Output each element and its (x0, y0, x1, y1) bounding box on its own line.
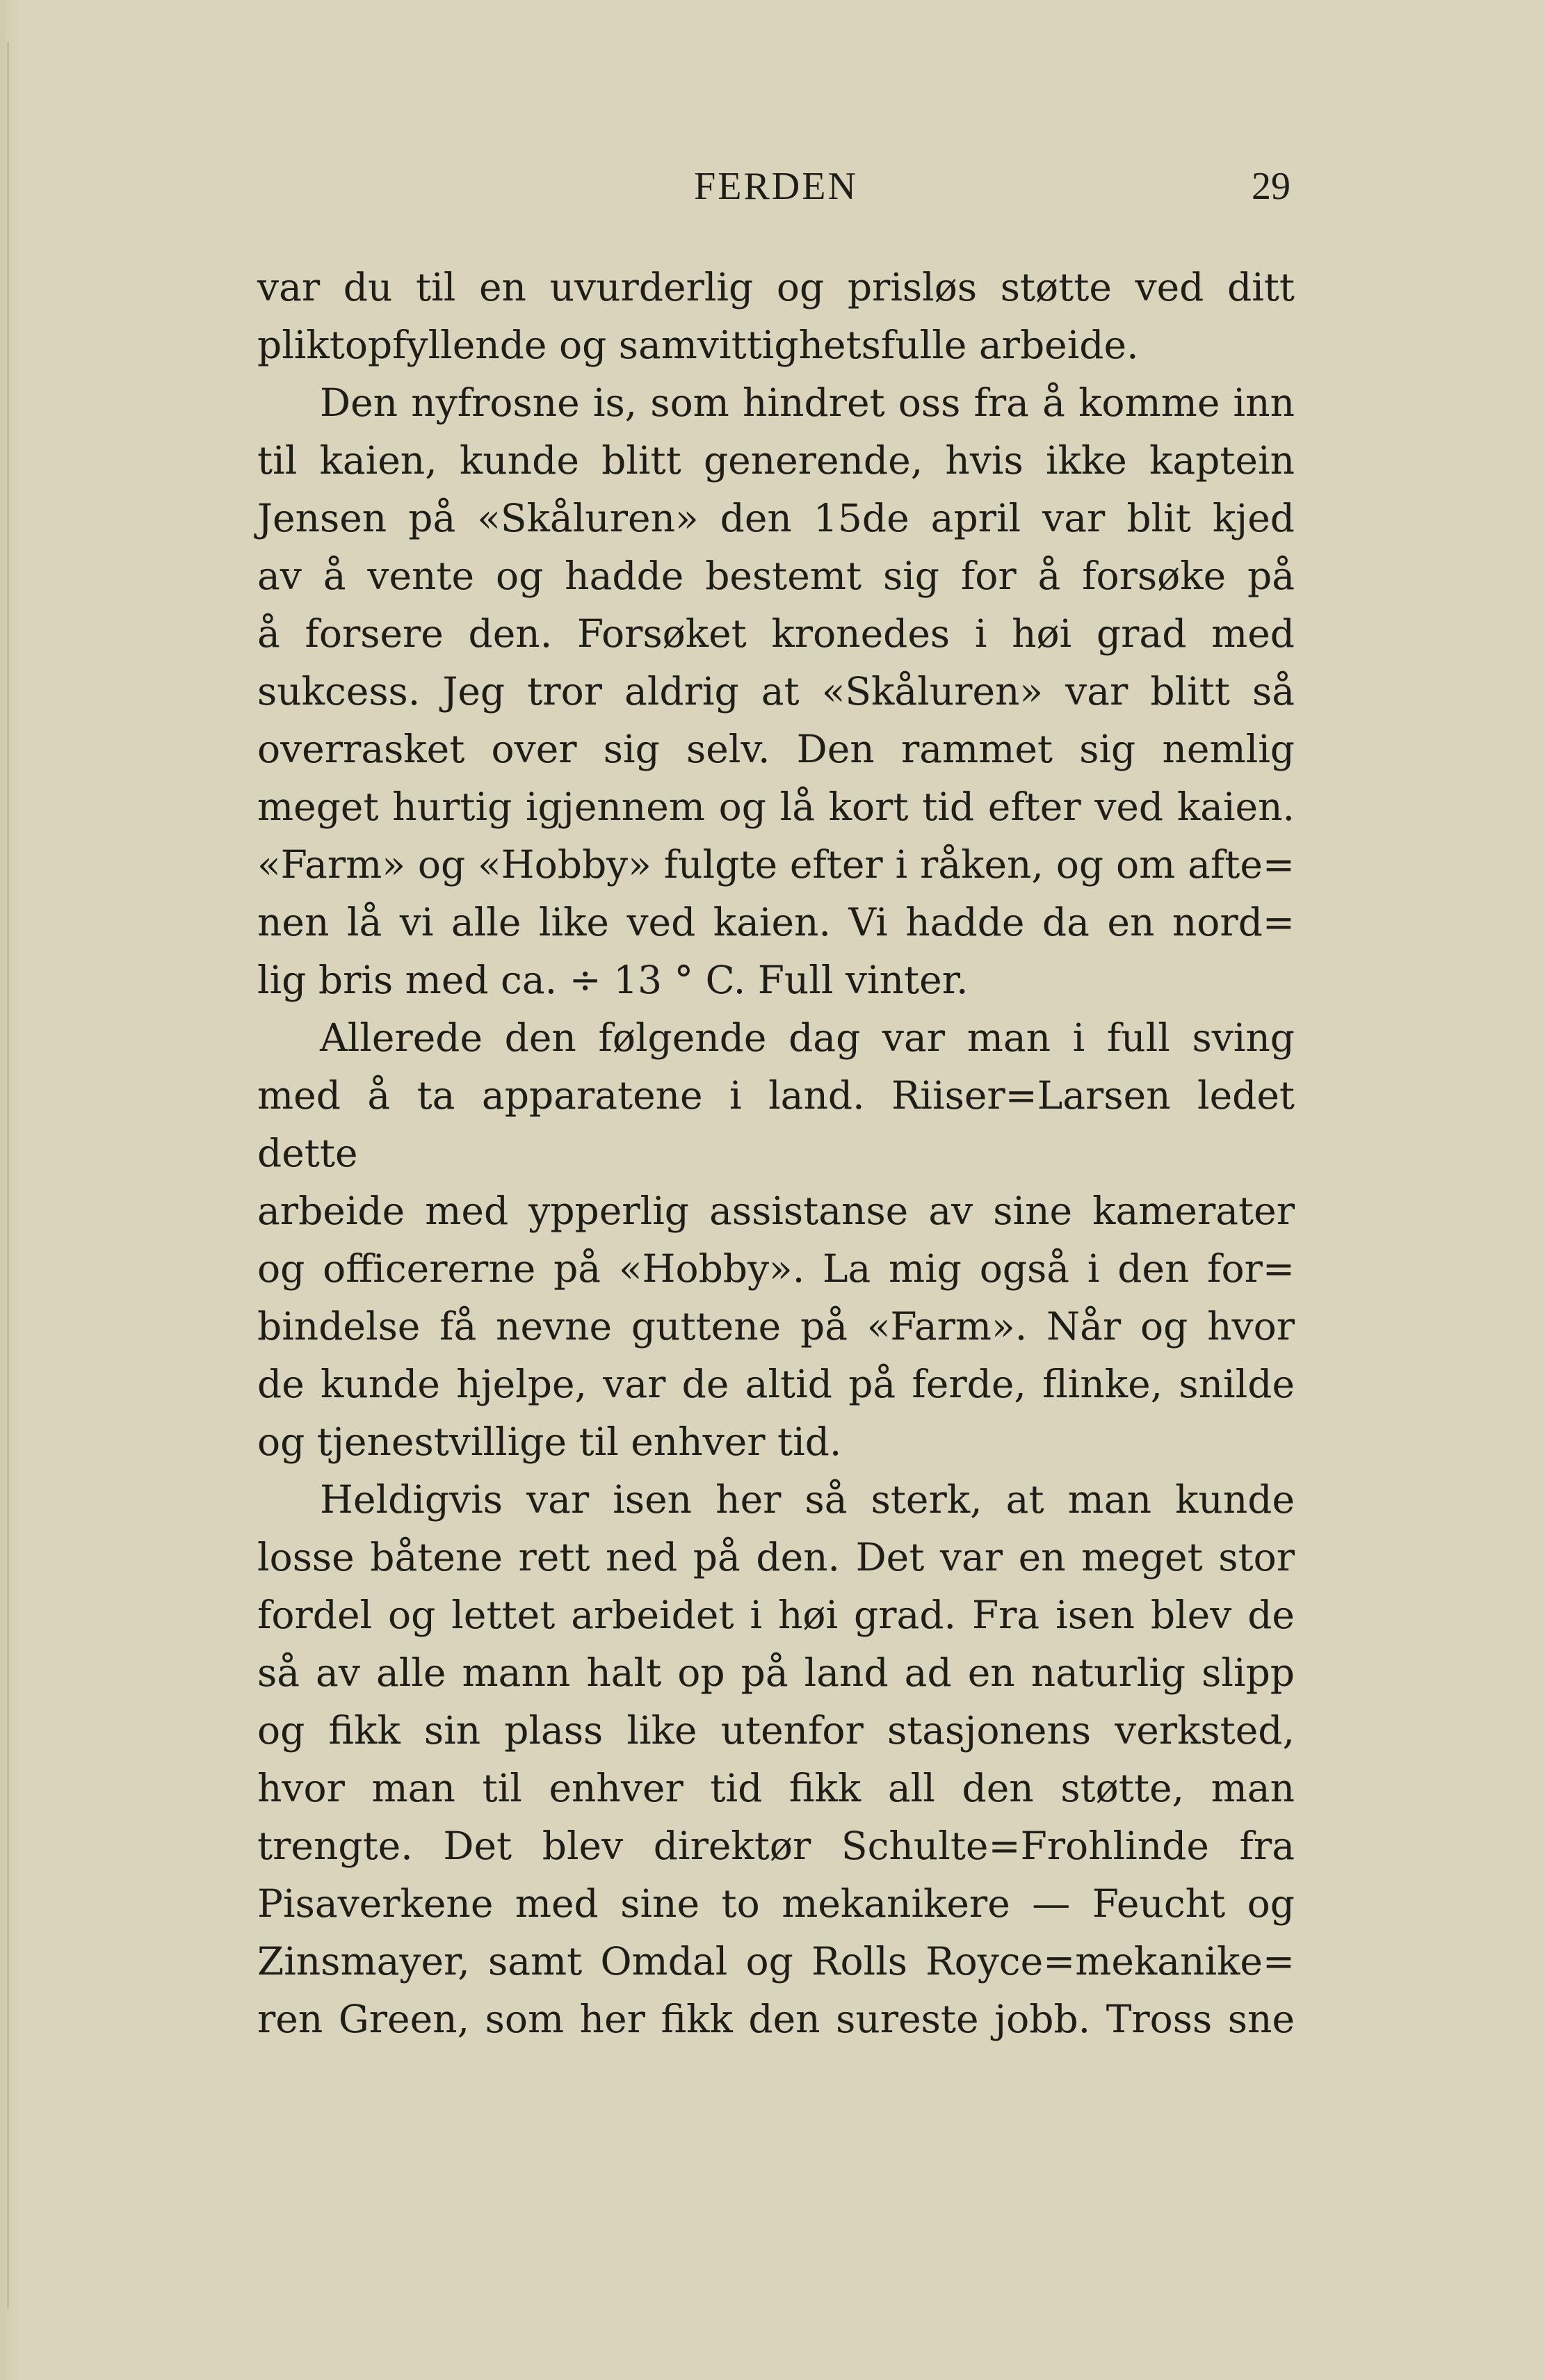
text-line: og fikk sin plass like utenfor stasjonens verksted, (257, 1708, 1295, 1753)
paragraph-line (257, 1413, 1295, 1471)
paragraph-line (257, 1644, 1295, 1702)
text-line: ren Green, som her fikk den sureste jobb. Tross sne (257, 1997, 1295, 2041)
text-line: og tjenestvillige til enhver tid. (257, 1420, 842, 1464)
paragraph-line (257, 1586, 1295, 1644)
text-line: Pisaverkene med sine to mekanikere — Feucht og (257, 1881, 1295, 1926)
paragraph-line (257, 605, 1295, 663)
paragraph-line (257, 316, 1295, 374)
text-line: trengte. Det blev direktør Schulte=Frohlinde fra (257, 1824, 1295, 1868)
text-line: nen lå vi alle like ved kaien. Vi hadde da en nord= (257, 900, 1295, 944)
paragraph-line (257, 663, 1295, 721)
paragraph-line (257, 1182, 1295, 1240)
text-line: Heldigvis var isen her så sterk, at man kunde (320, 1477, 1295, 1522)
paragraph-line (257, 951, 1295, 1009)
text-line: Jensen på «Skåluren» den 15de april var blit kjed (257, 496, 1295, 540)
text-line: sukcess. Jeg tror aldrig at «Skåluren» var blitt så (257, 669, 1295, 714)
page-header (257, 164, 1295, 227)
text-line: lig bris med ca. ÷ 13 ° C. Full vinter. (257, 958, 969, 1002)
paragraph-line (257, 1529, 1295, 1586)
text-line: til kaien, kunde blitt generende, hvis ikke kaptein (257, 438, 1295, 483)
text-line: losse båtene rett ned på den. Det var en meget stor (257, 1535, 1295, 1579)
page-number: 29 (1252, 165, 1291, 208)
paragraph-line (257, 1298, 1295, 1356)
paragraph-line (257, 721, 1295, 778)
binding-edge-line (7, 42, 9, 2309)
paragraph-line (257, 1356, 1295, 1413)
text-line: var du til en uvurderlig og prisløs støtte ved ditt (257, 265, 1295, 309)
text-line: Zinsmayer, samt Omdal og Rolls Royce=mekanike= (257, 1939, 1295, 1984)
text-line: arbeide med ypperlig assistanse av sine kamerater (257, 1189, 1295, 1233)
paragraph-line (257, 1933, 1295, 1991)
text-line: med å ta apparatene i land. Riiser=Larsen ledet dette (257, 1073, 1295, 1175)
paragraph-line (257, 778, 1295, 836)
paragraph-line (257, 1875, 1295, 1933)
paragraph-line (257, 374, 1295, 432)
page-edge (0, 0, 18, 2380)
text-line: hvor man til enhver tid fikk all den støtte, man (257, 1766, 1295, 1810)
paragraph-line (257, 432, 1295, 490)
text-line: «Farm» og «Hobby» fulgte efter i råken, og om afte= (257, 842, 1295, 887)
text-line: så av alle mann halt op på land ad en naturlig slipp (257, 1650, 1295, 1695)
text-line: de kunde hjelpe, var de altid på ferde, flinke, snilde (257, 1362, 1295, 1406)
text-line: pliktopfyllende og samvittighetsfulle arbeide. (257, 323, 1139, 367)
text-line: bindelse få nevne guttene på «Farm». Når og hvor (257, 1304, 1295, 1349)
paragraph-line (257, 1067, 1295, 1182)
paragraph-line (257, 1240, 1295, 1298)
paragraph-line (257, 1817, 1295, 1875)
body-text (257, 259, 1295, 2048)
paragraph-line (257, 547, 1295, 605)
paragraph-line (257, 1702, 1295, 1760)
paragraph (257, 259, 1295, 316)
text-line: overrasket over sig selv. Den rammet sig nemlig (257, 727, 1295, 771)
paragraph-line (257, 1471, 1295, 1529)
paragraph-line (257, 1760, 1295, 1817)
text-line: fordel og lettet arbeidet i høi grad. Fra isen blev de (257, 1593, 1295, 1637)
paragraph-line (257, 836, 1295, 894)
paragraph-line (257, 1991, 1295, 2048)
paragraph-line (257, 490, 1295, 547)
paragraph-line (257, 1009, 1295, 1067)
text-line: Den nyfrosne is, som hindret oss fra å komme inn (320, 380, 1295, 425)
text-line: Allerede den følgende dag var man i full sving (320, 1015, 1295, 1060)
text-line: meget hurtig igjennem og lå kort tid efter ved kaien. (257, 785, 1295, 829)
text-line: å forsere den. Forsøket kronedes i høi grad med (257, 611, 1295, 656)
paragraph-line (257, 894, 1295, 951)
text-line: av å vente og hadde bestemt sig for å forsøke på (257, 554, 1295, 598)
running-title: FERDEN (694, 165, 858, 208)
text-line: og officererne på «Hobby». La mig også i den for= (257, 1246, 1295, 1291)
